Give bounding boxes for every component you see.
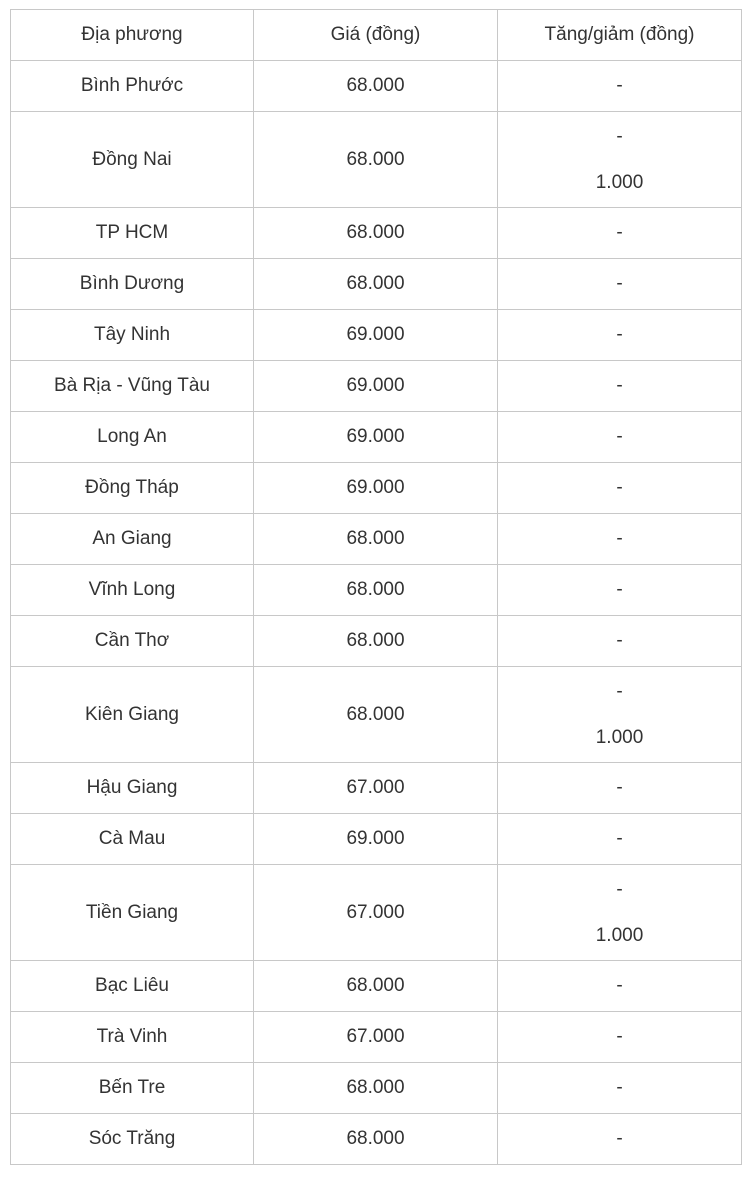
change-value: - [616, 222, 623, 243]
change-cell [498, 361, 742, 412]
region-cell: Bình Phước [11, 61, 254, 112]
table-row [11, 61, 742, 112]
region-cell: Hậu Giang [11, 763, 254, 814]
table-row [11, 667, 742, 763]
price-cell: 68.000 [254, 961, 498, 1012]
table-header [11, 10, 742, 61]
change-value: - [616, 125, 623, 147]
change-value: - [616, 828, 623, 849]
header-row [11, 10, 742, 61]
region-cell: Đồng Tháp [11, 463, 254, 514]
price-cell: 68.000 [254, 1114, 498, 1165]
change-cell [498, 961, 742, 1012]
change-value: 1.000 [595, 726, 644, 748]
change-value: - [616, 777, 623, 798]
change-cell [498, 112, 742, 208]
change-cell [498, 1063, 742, 1114]
table-row [11, 208, 742, 259]
change-cell [498, 514, 742, 565]
change-value: - [616, 1026, 623, 1047]
table-row [11, 310, 742, 361]
price-cell: 69.000 [254, 463, 498, 514]
change-cell [498, 565, 742, 616]
change-cell [498, 412, 742, 463]
price-cell: 68.000 [254, 1063, 498, 1114]
change-cell [498, 1114, 742, 1165]
change-cell [498, 61, 742, 112]
table-row [11, 565, 742, 616]
change-value: 1.000 [595, 924, 644, 946]
region-cell: Cà Mau [11, 814, 254, 865]
change-cell [498, 208, 742, 259]
change-value: - [616, 75, 623, 96]
change-value: - [616, 273, 623, 294]
price-cell: 68.000 [254, 565, 498, 616]
header-region: Địa phương [11, 10, 254, 61]
region-cell: Trà Vinh [11, 1012, 254, 1063]
region-cell: Bà Rịa - Vũng Tàu [11, 361, 254, 412]
region-cell: Sóc Trăng [11, 1114, 254, 1165]
change-cell [498, 1012, 742, 1063]
change-value: - [616, 1128, 623, 1149]
region-cell: Tây Ninh [11, 310, 254, 361]
region-cell: An Giang [11, 514, 254, 565]
price-cell: 68.000 [254, 616, 498, 667]
region-cell: Vĩnh Long [11, 565, 254, 616]
region-cell: Long An [11, 412, 254, 463]
table-row [11, 961, 742, 1012]
table-row [11, 361, 742, 412]
table-row [11, 1012, 742, 1063]
region-cell: Bến Tre [11, 1063, 254, 1114]
table-row [11, 616, 742, 667]
header-change: Tăng/giảm (đồng) [498, 10, 742, 61]
region-cell: Kiên Giang [11, 667, 254, 763]
region-cell: TP HCM [11, 208, 254, 259]
change-cell [498, 463, 742, 514]
change-cell [498, 310, 742, 361]
change-cell [498, 667, 742, 763]
region-cell: Tiền Giang [11, 865, 254, 961]
price-cell: 69.000 [254, 310, 498, 361]
change-value: - [616, 579, 623, 600]
change-value: - [616, 426, 623, 447]
region-cell: Đồng Nai [11, 112, 254, 208]
price-cell: 67.000 [254, 763, 498, 814]
table-row [11, 412, 742, 463]
header-price: Giá (đồng) [254, 10, 498, 61]
change-value: - [616, 324, 623, 345]
change-cell [498, 259, 742, 310]
price-cell: 69.000 [254, 814, 498, 865]
change-value: - [616, 1077, 623, 1098]
change-value: - [616, 630, 623, 651]
price-table [10, 9, 742, 1165]
price-cell: 68.000 [254, 259, 498, 310]
table-row [11, 514, 742, 565]
table-row [11, 112, 742, 208]
region-cell: Bạc Liêu [11, 961, 254, 1012]
table-row [11, 763, 742, 814]
change-cell [498, 814, 742, 865]
price-cell: 68.000 [254, 61, 498, 112]
change-value: - [616, 528, 623, 549]
change-cell [498, 763, 742, 814]
table-row [11, 1114, 742, 1165]
price-cell: 69.000 [254, 361, 498, 412]
change-value: - [616, 375, 623, 396]
region-cell: Bình Dương [11, 259, 254, 310]
price-cell: 68.000 [254, 208, 498, 259]
table-row [11, 865, 742, 961]
price-cell: 68.000 [254, 112, 498, 208]
region-cell: Cần Thơ [11, 616, 254, 667]
table-body [11, 61, 742, 1165]
price-cell: 67.000 [254, 865, 498, 961]
change-value: - [616, 680, 623, 702]
change-value: - [616, 975, 623, 996]
change-cell [498, 865, 742, 961]
price-cell: 67.000 [254, 1012, 498, 1063]
change-value: 1.000 [595, 171, 644, 193]
table-row [11, 259, 742, 310]
price-cell: 68.000 [254, 667, 498, 763]
change-value: - [616, 477, 623, 498]
change-cell [498, 616, 742, 667]
change-value: - [616, 878, 623, 900]
price-cell: 69.000 [254, 412, 498, 463]
table-row [11, 814, 742, 865]
table-row [11, 1063, 742, 1114]
price-cell: 68.000 [254, 514, 498, 565]
table-row [11, 463, 742, 514]
